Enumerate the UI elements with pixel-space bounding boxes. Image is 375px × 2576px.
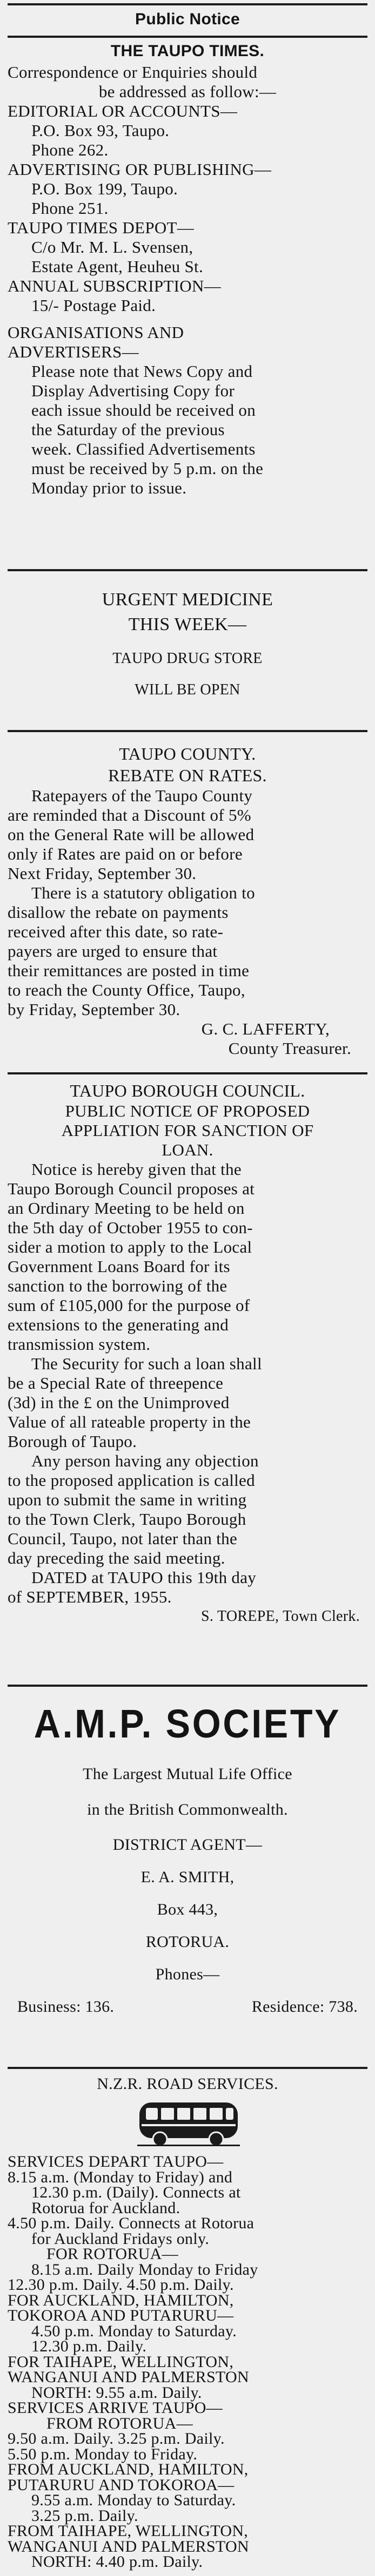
medicine-notice (8, 587, 367, 701)
notice-line: by Friday, September 30. (8, 1000, 180, 1019)
schedule-line: 9.50 a.m. Daily. 3.25 p.m. Daily. (8, 2430, 225, 2447)
notice-line: Government Loans Board for its (8, 1257, 230, 1276)
notice-line: be addressed as follow:— (98, 82, 277, 101)
schedule-line: SERVICES ARRIVE TAUPO— (8, 2399, 223, 2417)
schedule-line: 5.50 p.m. Monday to Friday. (8, 2445, 198, 2463)
notice-line: day preceding the said meeting. (8, 1549, 225, 1567)
notice-line: Monday prior to issue. (31, 478, 187, 497)
schedule-line: NORTH: 9.55 a.m. Daily. (31, 2383, 202, 2402)
notice-line: DATED at TAUPO this 19th day (31, 1568, 257, 1587)
medicine-line: TAUPO DRUG STORE (112, 650, 263, 667)
notice-line: P.O. Box 199, Taupo. (31, 179, 178, 198)
notice-line: TAUPO TIMES DEPOT— (8, 218, 195, 237)
notice-line: of SEPTEMBER, 1955. (8, 1587, 172, 1606)
rule (8, 1072, 367, 1074)
schedule-line: 3.25 p.m. Daily. (31, 2506, 138, 2525)
notice-line: disallow the rebate on payments (8, 903, 229, 922)
notice-line: Phone 251. (31, 199, 109, 218)
notice-line: only if Rates are paid on or before (8, 844, 243, 863)
amp-line: in the British Commonwealth. (87, 1801, 288, 1818)
schedule-line: Rotorua for Auckland. (31, 2199, 180, 2217)
phone-row (8, 1994, 367, 2019)
notice-line: must be received by 5 p.m. on the (31, 459, 264, 478)
notice-line: on the General Rate will be allowed (8, 825, 255, 844)
notice-line: ANNUAL SUBSCRIPTION— (8, 276, 221, 295)
amp-line: The Largest Mutual Life Office (83, 1765, 292, 1783)
rule (8, 2067, 367, 2069)
notice-subtitle: PUBLIC NOTICE OF PROPOSED (65, 1101, 310, 1120)
rule (8, 1685, 367, 1687)
agent-name: E. A. SMITH, (140, 1868, 235, 1886)
rule (8, 730, 367, 732)
schedule-line: 8.15 a.m. Daily Monday to Friday (31, 2260, 258, 2278)
medicine-line: URGENT MEDICINE (102, 590, 273, 610)
notice-line: transmission system. (8, 1335, 151, 1354)
schedule-line: SERVICES DEPART TAUPO— (8, 2153, 224, 2171)
schedule-line: NORTH: 4.40 p.m. Daily. (31, 2553, 203, 2571)
notice-line: Next Friday, September 30. (8, 864, 197, 883)
schedule-line: TOKOROA AND PUTARURU— (8, 2307, 234, 2324)
agent-box: Box 443, (157, 1901, 218, 1918)
notice-line: be a Special Rate of threepence (8, 1374, 224, 1392)
notice-line: each issue should be received on (31, 401, 256, 420)
notice-title: THE TAUPO TIMES. (110, 42, 265, 60)
notice-line: The Security for such a loan shall (31, 1354, 262, 1373)
medicine-line: WILL BE OPEN (135, 681, 240, 698)
notice-line: payers are urged to ensure that (8, 942, 218, 961)
business-phone: Business: 136. (17, 1998, 115, 2016)
schedule-line: WANGANUI AND PALMERSTON (8, 2368, 249, 2386)
notice-line: (3d) in the £ on the Unimproved (8, 1393, 230, 1412)
notice-line: upon to submit the same in writing (8, 1490, 247, 1509)
notice-line: week. Classified Advertisements (31, 440, 256, 458)
agent-heading: DISTRICT AGENT— (112, 1836, 263, 1854)
schedule-line: FROM ROTORUA— (46, 2414, 193, 2432)
notice-line: Display Advertising Copy for (31, 381, 235, 400)
notice-subtitle: REBATE ON RATES. (108, 766, 267, 785)
schedule-line: FOR TAIHAPE, WELLINGTON, (8, 2352, 234, 2371)
notice-line: Any person having any objection (31, 1451, 259, 1470)
notice-line: Ratepayers of the Taupo County (31, 786, 253, 805)
schedule-line: 4.50 p.m. Daily. Connects at Rotorua (8, 2214, 255, 2232)
header-block (8, 8, 367, 31)
schedule-line: FOR ROTORUA— (46, 2245, 178, 2263)
bus-icon (137, 2099, 240, 2149)
notice-line: There is a statutory obligation to (31, 883, 255, 902)
schedule-line: 12.30 p.m. (Daily). Connects at (31, 2183, 241, 2201)
notice-line: sanction to the borrowing of the (8, 1276, 227, 1295)
notice-line: the Saturday of the previous (31, 420, 225, 439)
signature: S. TOREPE, Town Clerk. (200, 1608, 360, 1625)
schedule-line: for Auckland Fridays only. (31, 2229, 210, 2248)
notice-line: Please note that News Copy and (31, 362, 253, 381)
amp-advert (8, 1701, 367, 2019)
schedule-line: FROM TAIHAPE, WELLINGTON, (8, 2522, 249, 2540)
notice-title: TAUPO BOROUGH COUNCIL. (70, 1081, 305, 1100)
notice-line: Phone 262. (31, 140, 109, 159)
notice-line: Estate Agent, Heuheu St. (31, 257, 204, 276)
amp-title: A.M.P. SOCIETY (34, 1701, 341, 1746)
notice-line: 15/- Postage Paid. (31, 296, 156, 315)
notice-line: Value of all rateable property in the (8, 1412, 251, 1431)
notice-title: TAUPO COUNTY. (119, 744, 256, 763)
notice-line: the 5th day of October 1955 to con- (8, 1218, 253, 1237)
notice-line: Taupo Borough Council proposes at (8, 1179, 255, 1198)
notice-line: ORGANISATIONS AND (8, 323, 184, 342)
notice-line: to the Town Clerk, Taupo Borough (8, 1510, 246, 1529)
notice-line: P.O. Box 93, Taupo. (31, 121, 170, 140)
phones-heading: Phones— (155, 1965, 220, 1983)
agent-town: ROTORUA. (145, 1933, 230, 1951)
taupo-times-notice (8, 40, 367, 498)
rule (8, 569, 367, 571)
schedule-line: 12.30 p.m. Daily. (31, 2337, 147, 2355)
section-title: Public Notice (135, 10, 240, 28)
notice-line: Council, Taupo, not later than the (8, 1529, 238, 1548)
notice-line: EDITORIAL OR ACCOUNTS— (8, 102, 238, 120)
notice-line: to the proposed application is called (8, 1471, 255, 1490)
schedule-line: WANGANUI AND PALMERSTON (8, 2537, 249, 2555)
notice-subtitle: LOAN. (162, 1140, 213, 1159)
nzr-title: N.Z.R. ROAD SERVICES. (97, 2075, 278, 2093)
schedule-line: 4.50 p.m. Monday to Saturday. (31, 2322, 237, 2340)
nzr-schedule (8, 2154, 367, 2570)
notice-line: to reach the County Office, Taupo, (8, 981, 245, 999)
top-rule (8, 3, 367, 5)
schedule-line: PUTARURU AND TOKOROA— (8, 2476, 235, 2494)
borough-notice (8, 1080, 367, 1626)
notice-line: an Ordinary Meeting to be held on (8, 1199, 245, 1218)
nzr-advert (8, 2073, 367, 2095)
schedule-line: 12.30 p.m. Daily. 4.50 p.m. Daily. (8, 2276, 234, 2294)
schedule-line: 9.55 a.m. Monday to Saturday. (31, 2491, 236, 2509)
notice-line: ADVERTISERS— (8, 342, 139, 361)
residence-phone: Residence: 738. (251, 1998, 358, 2016)
schedule-line: FROM AUCKLAND, HAMILTON, (8, 2460, 249, 2478)
notice-line: sider a motion to apply to the Local (8, 1238, 252, 1256)
notice-line: C/o Mr. M. L. Svensen, (31, 238, 193, 256)
notice-line: their remittances are posted in time (8, 961, 250, 980)
notice-line: ADVERTISING OR PUBLISHING— (8, 160, 272, 179)
county-notice (8, 743, 367, 1058)
notice-line: Notice is hereby given that the (31, 1160, 242, 1179)
rule (8, 36, 367, 38)
schedule-line: FOR AUCKLAND, HAMILTON, (8, 2291, 234, 2309)
notice-line: are reminded that a Discount of 5% (8, 806, 251, 824)
medicine-line: THIS WEEK— (128, 614, 247, 634)
notice-line: extensions to the generating and (8, 1315, 229, 1334)
notice-line: received after this date, so rate- (8, 922, 224, 941)
notice-line: sum of £105,000 for the purpose of (8, 1296, 250, 1315)
notice-line: Correspondence or Enquiries should (8, 63, 258, 82)
signature: G. C. LAFFERTY, (201, 1019, 330, 1038)
notice-line: Borough of Taupo. (8, 1432, 137, 1451)
schedule-line: 8.15 a.m. (Monday to Friday) and (8, 2168, 233, 2186)
signature-title: County Treasurer. (228, 1039, 351, 1058)
notice-subtitle: APPLIATION FOR SANCTION OF (61, 1121, 314, 1140)
